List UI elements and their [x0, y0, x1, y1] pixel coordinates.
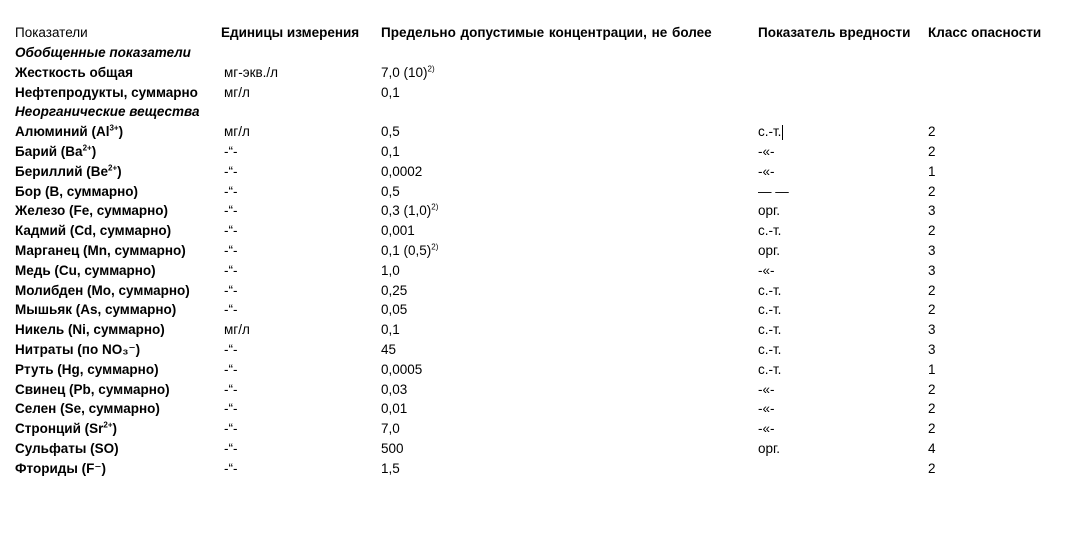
- limit-cell: 0,0002: [381, 163, 423, 179]
- indicator-cell: Никель (Ni, суммарно): [15, 322, 165, 338]
- hazard-class-cell: 4: [928, 441, 936, 456]
- header-hazard-index: Показатель вредности: [758, 25, 911, 40]
- limit-cell: 0,1: [381, 84, 400, 100]
- section-row: [0, 102, 1066, 122]
- unit-cell: мг-экв./л: [224, 64, 279, 80]
- hazard-class-cell: 3: [928, 203, 936, 219]
- hazard-index-cell: с.-т.: [758, 322, 782, 338]
- hazard-class-cell: 3: [928, 243, 936, 258]
- hazard-index-cell: -«-: [758, 401, 775, 417]
- unit-cell: -“-: [224, 381, 238, 397]
- hazard-index-cell: с.-т.: [758, 342, 782, 357]
- indicator-cell: Нитраты (по NO₃⁻): [15, 342, 141, 357]
- hazard-class-cell: 2: [928, 421, 936, 437]
- table-row: [0, 122, 1066, 142]
- table-row: [0, 459, 1066, 479]
- indicator-cell: Ртуть (Hg, суммарно): [15, 361, 159, 377]
- header-indicator: Показатели: [15, 25, 88, 40]
- unit-cell: мг/л: [224, 322, 250, 338]
- limit-cell: 0,5: [381, 124, 400, 140]
- table-row: [0, 241, 1066, 261]
- unit-cell: мг/л: [224, 124, 250, 140]
- hazard-class-cell: 2: [928, 302, 936, 318]
- hazard-index-cell: -«-: [758, 421, 775, 437]
- table-row: [0, 419, 1066, 439]
- indicator-cell: Медь (Cu, суммарно): [15, 262, 156, 278]
- hazard-index-cell: с.-т.: [758, 282, 782, 298]
- unit-cell: -“-: [224, 401, 238, 417]
- hazard-class-cell: 3: [928, 342, 936, 357]
- limit-cell: 7,0 $(10)^{2)}$: [381, 64, 435, 80]
- limit-cell: 1,0: [381, 262, 400, 278]
- limit-cell: 500: [381, 441, 404, 456]
- hazard-index-cell: — —: [758, 183, 789, 199]
- hazard-index-cell: с.-т.: [758, 124, 782, 140]
- table-row: [0, 83, 1066, 103]
- hazard-index-cell: -«-: [758, 381, 775, 397]
- header-row: [0, 23, 1066, 43]
- indicator-cell: Бор (В, суммарно): [15, 183, 138, 199]
- unit-cell: -“-: [224, 203, 238, 219]
- table-row: [0, 439, 1066, 459]
- table-row: [0, 63, 1066, 83]
- limit-cell: 45: [381, 342, 397, 357]
- hazard-index-cell: орг.: [758, 243, 781, 258]
- limit-cell: 0,03: [381, 381, 408, 397]
- unit-cell: мг/л: [224, 84, 250, 100]
- text-cursor: [782, 125, 783, 140]
- indicator-cell: Алюминий $(Al^{3+})$: [15, 123, 124, 140]
- limit-cell: 0,1 $(0,5)^{2)}$: [381, 242, 439, 258]
- unit-cell: -“-: [224, 282, 238, 298]
- indicator-cell: Свинец (Pb, суммарно): [15, 381, 170, 397]
- table-row: [0, 261, 1066, 281]
- indicator-cell: Жесткость общая: [15, 64, 133, 80]
- limit-cell: 0,25: [381, 282, 408, 298]
- indicator-cell: Фториды (F⁻): [15, 460, 106, 476]
- hazard-index-cell: -«-: [758, 262, 775, 278]
- indicator-cell: Нефтепродукты, суммарно: [15, 84, 198, 100]
- limit-cell: 0,1: [381, 322, 400, 338]
- unit-cell: -“-: [224, 144, 238, 159]
- unit-cell: -“-: [224, 183, 238, 199]
- hazard-class-cell: 3: [928, 322, 936, 338]
- table-row: [0, 300, 1066, 320]
- header-limit: Предельно допустимые концентрации, не более: [381, 25, 712, 40]
- limit-cell: 0,001: [381, 223, 415, 239]
- table-row: [0, 201, 1066, 221]
- indicator-cell: Стронций $(Sr^{2+})$: [15, 420, 118, 437]
- hazard-class-cell: 2: [928, 223, 936, 239]
- hazard-class-cell: 2: [928, 124, 936, 140]
- limit-cell: 1,5: [381, 460, 400, 476]
- indicator-cell: Бериллий $(Be^{2+})$: [15, 163, 122, 179]
- indicator-cell: Марганец (Mn, суммарно): [15, 243, 186, 258]
- hazard-class-cell: 2: [928, 183, 936, 199]
- hazard-class-cell: 3: [928, 262, 936, 278]
- unit-cell: -“-: [224, 460, 238, 476]
- indicator-cell: Молибден (Mo, суммарно): [15, 282, 190, 298]
- hazard-class-cell: 2: [928, 460, 936, 476]
- hazard-index-cell: -«-: [758, 163, 775, 179]
- hazard-class-cell: 2: [928, 282, 936, 298]
- hazard-index-cell: с.-т.: [758, 361, 782, 377]
- table-row: [0, 320, 1066, 340]
- table-row: [0, 162, 1066, 182]
- hazard-class-cell: 2: [928, 401, 936, 417]
- table-row: [0, 281, 1066, 301]
- indicator-cell: Мышьяк (As, суммарно): [15, 302, 177, 318]
- table-row: [0, 399, 1066, 419]
- table-row: [0, 340, 1066, 360]
- table-row: [0, 360, 1066, 380]
- unit-cell: -“-: [224, 223, 238, 239]
- section-title: Неорганические вещества: [15, 104, 200, 120]
- limit-cell: 0,1: [381, 144, 400, 159]
- indicator-cell: Сульфаты (SO): [15, 441, 119, 456]
- indicator-cell: Кадмий (Cd, суммарно): [15, 223, 172, 239]
- unit-cell: -“-: [224, 342, 238, 357]
- limit-cell: 0,3 $(1,0)^{2)}$: [381, 202, 439, 219]
- indicator-cell: Селен (Se, суммарно): [15, 401, 160, 417]
- hazard-class-cell: 1: [928, 163, 936, 179]
- unit-cell: -“-: [224, 361, 238, 377]
- table-row: [0, 182, 1066, 202]
- hazard-index-cell: орг.: [758, 203, 781, 219]
- limit-cell: 0,01: [381, 401, 408, 417]
- hazard-index-cell: с.-т.: [758, 223, 782, 239]
- unit-cell: -“-: [224, 163, 238, 179]
- header-hazard-class: Класс опасности: [928, 25, 1042, 40]
- limit-cell: 0,5: [381, 183, 400, 199]
- unit-cell: -“-: [224, 243, 238, 258]
- unit-cell: -“-: [224, 441, 238, 456]
- hazard-index-cell: -«-: [758, 144, 775, 159]
- section-row: [0, 43, 1066, 63]
- hazard-class-cell: 2: [928, 144, 936, 159]
- limit-cell: 0,0005: [381, 361, 423, 377]
- hazard-index-cell: с.-т.: [758, 302, 782, 318]
- indicator-cell: Железо (Fe, суммарно): [15, 203, 169, 219]
- section-title: Обобщенные показатели: [15, 45, 191, 60]
- indicator-cell: Барий $(Ba^{2+})$: [15, 143, 97, 159]
- table-row: [0, 142, 1066, 162]
- unit-cell: -“-: [224, 302, 238, 318]
- hazard-class-cell: 1: [928, 361, 936, 377]
- limit-cell: 0,05: [381, 302, 408, 318]
- hazard-index-cell: орг.: [758, 441, 781, 456]
- table-row: [0, 380, 1066, 400]
- header-units: Единицы измерения: [221, 25, 360, 40]
- unit-cell: -“-: [224, 421, 238, 437]
- limit-cell: 7,0: [381, 421, 400, 437]
- hazard-class-cell: 2: [928, 381, 936, 397]
- unit-cell: -“-: [224, 262, 238, 278]
- table-row: [0, 221, 1066, 241]
